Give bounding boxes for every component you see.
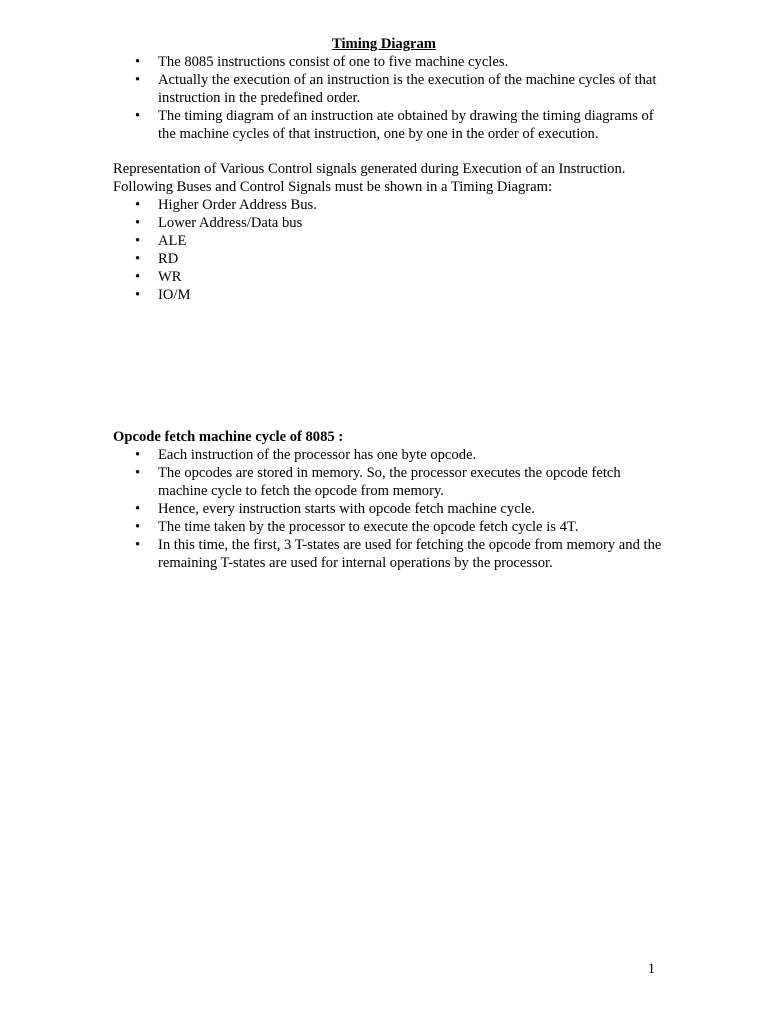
list-item: • Lower Address/Data bus bbox=[133, 214, 663, 232]
signal-bullet-list bbox=[133, 196, 663, 304]
page-number: 1 bbox=[647, 961, 655, 977]
opcode-bullet-list bbox=[133, 446, 663, 572]
list-item: • In this time, the first, 3 T-states are used for fetching the opcode from memory and the remaining T-states are used for internal operations by the processor. bbox=[133, 536, 663, 572]
list-item: • The opcodes are stored in memory. So, the processor executes the opcode fetch machine cycle to fetch the opcode from memory. bbox=[133, 464, 663, 500]
buses-paragraph: Following Buses and Control Signals must be shown in a Timing Diagram: bbox=[113, 179, 553, 195]
list-item: • The timing diagram of an instruction ate obtained by drawing the timing diagrams of the machine cycles of that instruction, one by one in the order of execution. bbox=[133, 107, 663, 143]
list-item: • Hence, every instruction starts with opcode fetch machine cycle. bbox=[133, 500, 663, 518]
list-item: • The 8085 instructions consist of one to five machine cycles. bbox=[133, 53, 663, 71]
list-item: • ALE bbox=[133, 232, 663, 250]
list-item: • The time taken by the processor to execute the opcode fetch cycle is 4T. bbox=[133, 518, 663, 536]
list-item: • Higher Order Address Bus. bbox=[133, 196, 663, 214]
page-title: Timing Diagram bbox=[332, 36, 436, 52]
list-item: • Actually the execution of an instruction is the execution of the machine cycles of that instruction in the predefined order. bbox=[133, 71, 663, 107]
intro-bullet-list bbox=[133, 53, 663, 143]
representation-paragraph: Representation of Various Control signals generated during Execution of an Instruction. bbox=[113, 161, 626, 177]
list-item: • WR bbox=[133, 268, 663, 286]
list-item: • RD bbox=[133, 250, 663, 268]
list-item: • IO/M bbox=[133, 286, 663, 304]
list-item: • Each instruction of the processor has one byte opcode. bbox=[133, 446, 663, 464]
opcode-fetch-heading: Opcode fetch machine cycle of 8085 : bbox=[113, 429, 344, 445]
